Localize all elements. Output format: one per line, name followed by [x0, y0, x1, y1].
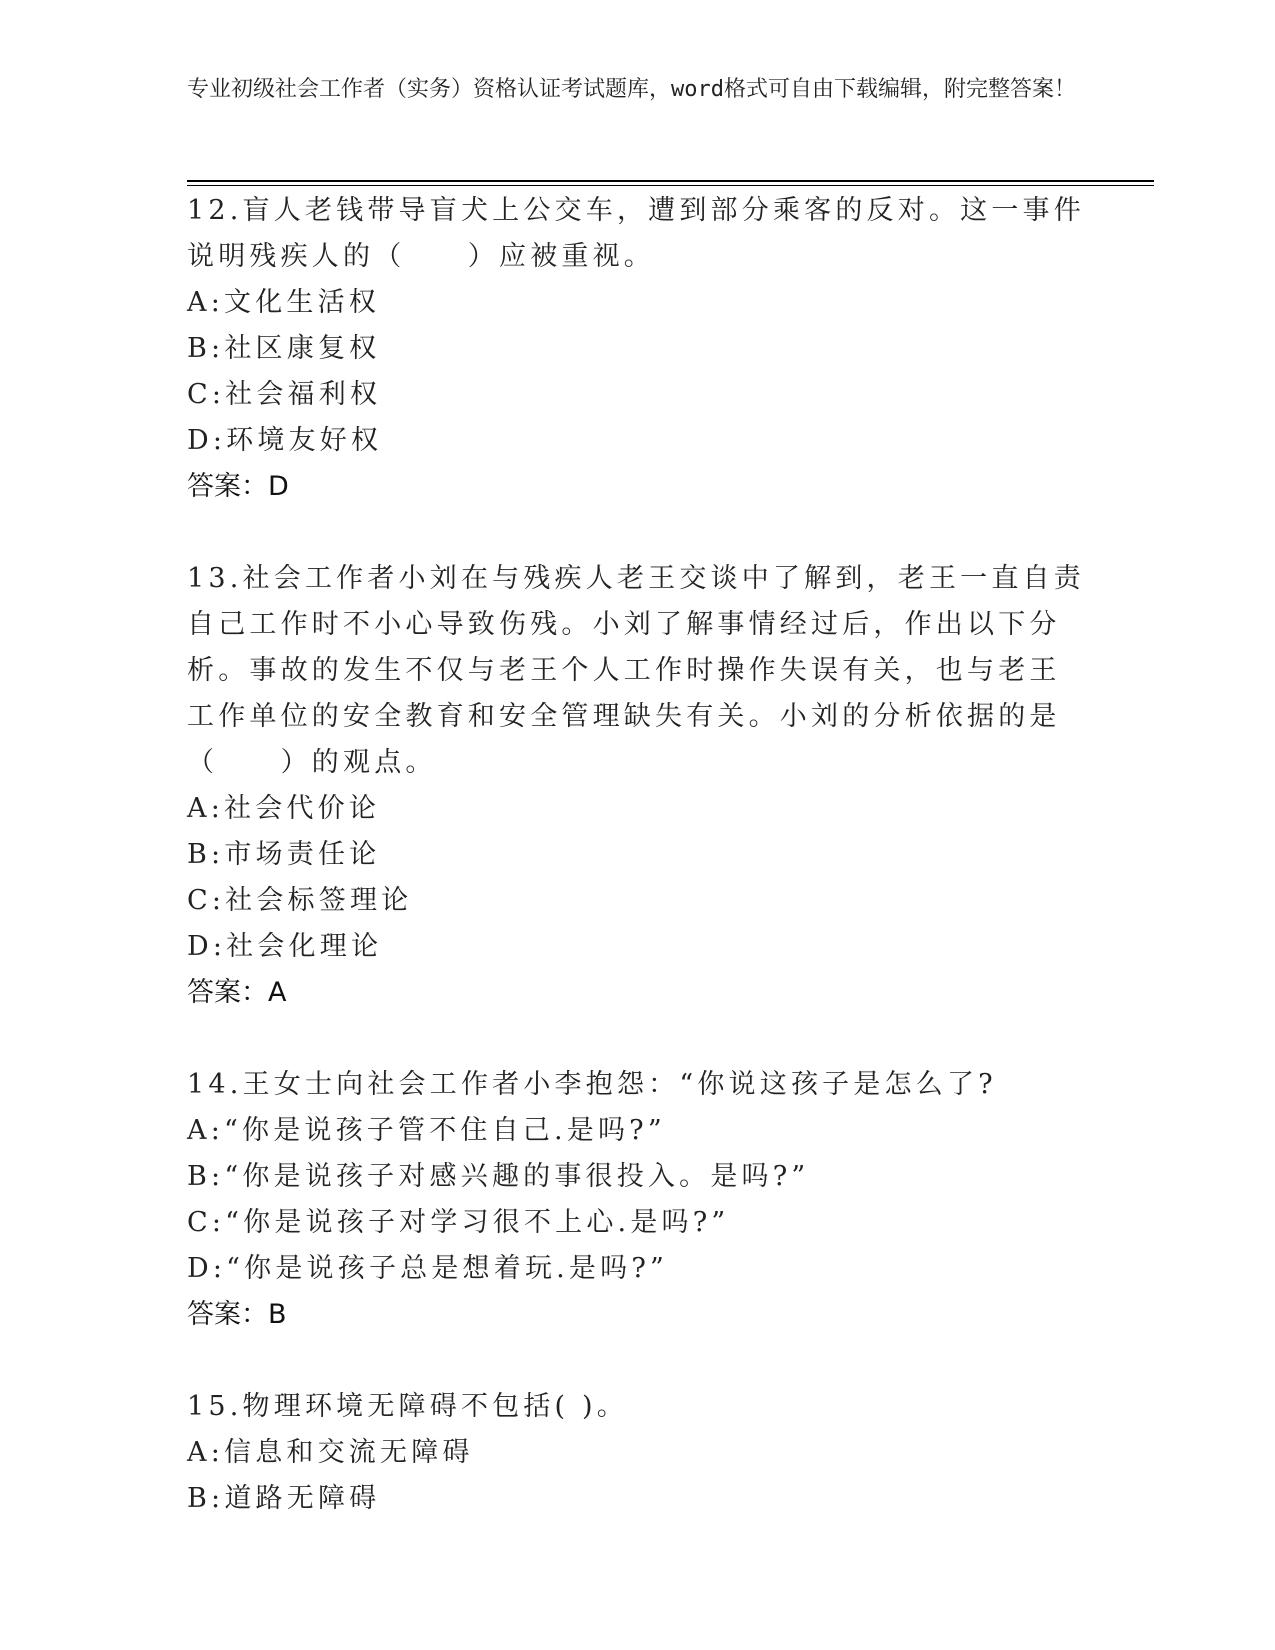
question-list [187, 188, 1087, 1568]
question-14 [187, 1062, 1087, 1338]
answer-line: 答案：D [187, 471, 289, 502]
option-a: A:“你是说孩子管不住自己.是吗?” [187, 1115, 666, 1146]
option-a: A:文化生活权 [187, 287, 380, 318]
document-header: 专业初级社会工作者（实务）资格认证考试题库，word格式可自由下载编辑，附完整答案！ [187, 77, 1076, 102]
answer-line: 答案：A [187, 977, 287, 1008]
option-b: B:社区康复权 [187, 333, 381, 364]
question-stem: 15.物理环境无障碍不包括( )。 [187, 1391, 628, 1422]
question-stem: 13.社会工作者小刘在与残疾人老王交谈中了解到，老王一直自责自己工作时不小心导致伤残。小刘了解事情经过后，作出以下分析。事故的发生不仅与老王个人工作时操作失误有关，也与老王工作单位的安全教育和安全管理缺失有关。小刘的分析依据的是（ ）的观点。 [187, 563, 1085, 778]
option-b: B:市场责任论 [187, 839, 381, 870]
option-c: C:“你是说孩子对学习很不上心.是吗?” [187, 1207, 730, 1238]
option-d: D:“你是说孩子总是想着玩.是吗?” [187, 1253, 669, 1284]
option-c: C:社会福利权 [187, 379, 382, 410]
header-divider-thin [187, 185, 1154, 186]
question-15 [187, 1384, 1087, 1522]
option-d: D:社会化理论 [187, 931, 383, 962]
option-a: A:信息和交流无障碍 [187, 1437, 474, 1468]
question-stem: 12.盲人老钱带导盲犬上公交车，遭到部分乘客的反对。这一事件说明残疾人的（ ）应被重视。 [187, 195, 1085, 272]
header-divider-thick [187, 180, 1154, 182]
question-stem: 14.王女士向社会工作者小李抱怨：“你说这孩子是怎么了? [187, 1069, 997, 1100]
option-b: B:“你是说孩子对感兴趣的事很投入。是吗?” [187, 1161, 810, 1192]
answer-line: 答案：B [187, 1299, 287, 1330]
question-12 [187, 188, 1087, 510]
question-13 [187, 556, 1087, 1016]
option-c: C:社会标签理论 [187, 885, 413, 916]
option-a: A:社会代价论 [187, 793, 380, 824]
option-b: B:道路无障碍 [187, 1483, 381, 1514]
option-d: D:环境友好权 [187, 425, 383, 456]
